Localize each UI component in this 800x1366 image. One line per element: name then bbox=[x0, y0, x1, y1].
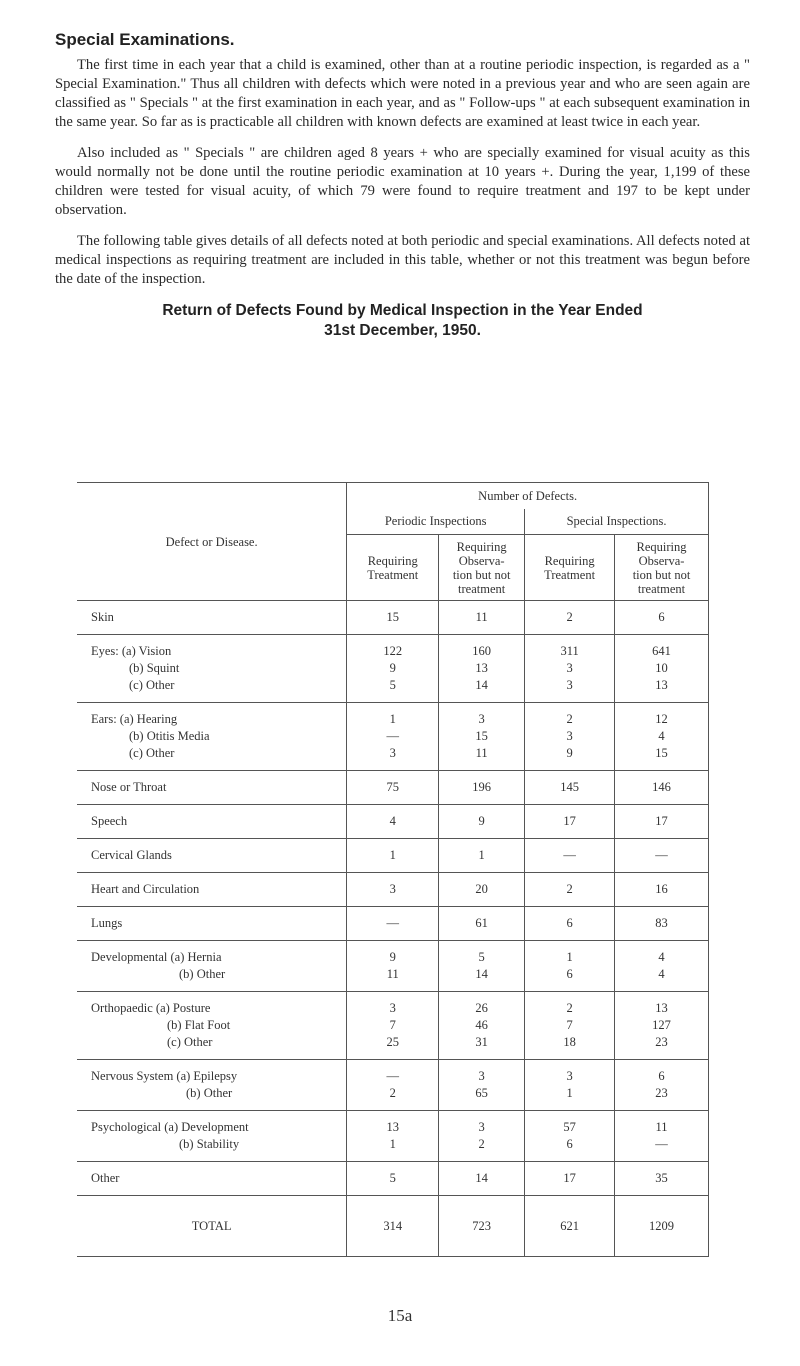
periodic-treatment-header: Requiring Treatment bbox=[347, 535, 439, 601]
value-cell bbox=[439, 1111, 525, 1162]
defect-count: 1 bbox=[566, 950, 573, 964]
defect-count: — bbox=[563, 848, 576, 862]
defect-label: Orthopaedic (a) Posture bbox=[91, 1001, 211, 1015]
defect-label-cell bbox=[77, 703, 347, 771]
value-cell bbox=[347, 771, 439, 805]
page-number: 15a bbox=[387, 1306, 413, 1325]
defect-label-cell bbox=[77, 873, 347, 907]
defect-label: Eyes: (a) Vision bbox=[91, 644, 172, 658]
defect-count: 122 bbox=[383, 644, 403, 658]
defect-count: 7 bbox=[566, 1018, 573, 1032]
defect-count: 13 bbox=[655, 1001, 668, 1015]
defect-label-cell bbox=[77, 1111, 347, 1162]
defect-label: Other bbox=[91, 1171, 120, 1185]
defect-count: 13 bbox=[655, 678, 668, 692]
defect-count: 11 bbox=[655, 1120, 668, 1134]
value-cell bbox=[347, 992, 439, 1060]
table-row bbox=[77, 992, 709, 1060]
defect-label: (b) Stability bbox=[179, 1137, 240, 1151]
defect-label-cell bbox=[77, 941, 347, 992]
defect-count: 6 bbox=[566, 1137, 573, 1151]
defect-count: 5 bbox=[389, 1171, 396, 1185]
defect-count: 26 bbox=[475, 1001, 488, 1015]
value-cell bbox=[347, 839, 439, 873]
value-cell bbox=[525, 1162, 615, 1196]
value-cell bbox=[615, 839, 709, 873]
defect-count: 61 bbox=[475, 916, 488, 930]
defect-count: 6 bbox=[566, 967, 573, 981]
defect-count: 1 bbox=[389, 848, 396, 862]
value-cell bbox=[439, 992, 525, 1060]
total-row bbox=[77, 1196, 709, 1257]
table-row bbox=[77, 1111, 709, 1162]
defect-count: 3 bbox=[478, 1069, 485, 1083]
defect-count: 11 bbox=[475, 746, 488, 760]
value-cell bbox=[347, 635, 439, 703]
defect-count: 145 bbox=[560, 780, 579, 794]
table-row bbox=[77, 1060, 709, 1111]
special-observation-header: Requiring Observa- tion but not treatment bbox=[615, 535, 709, 601]
table-title bbox=[55, 301, 750, 341]
value-cell bbox=[439, 771, 525, 805]
defect-count: 31 bbox=[475, 1035, 488, 1049]
defect-count: 16 bbox=[655, 882, 668, 896]
value-cell bbox=[439, 941, 525, 992]
defect-count: 6 bbox=[658, 610, 665, 624]
defect-count: 17 bbox=[563, 1171, 576, 1185]
defect-label-cell bbox=[77, 1060, 347, 1111]
value-cell bbox=[347, 941, 439, 992]
table-row bbox=[77, 771, 709, 805]
value-cell bbox=[615, 771, 709, 805]
defect-count: 10 bbox=[655, 661, 668, 675]
defect-label-cell bbox=[77, 839, 347, 873]
value-cell bbox=[615, 601, 709, 635]
value-cell bbox=[525, 873, 615, 907]
defect-label-cell bbox=[77, 907, 347, 941]
table-title-line-1: Return of Defects Found by Medical Inspection in the Year Ended bbox=[162, 302, 643, 319]
defect-count: 1 bbox=[566, 1086, 573, 1100]
defect-count: 23 bbox=[655, 1035, 668, 1049]
defect-label-cell bbox=[77, 601, 347, 635]
defect-label: (b) Otitis Media bbox=[129, 729, 210, 743]
defect-count: 127 bbox=[652, 1018, 671, 1032]
defect-label: Nose or Throat bbox=[91, 780, 167, 794]
paragraph-1: The first time in each year that a child is examined, other than at a routine periodic inspection, is regarded as a " Special Examination." Thus all children with defects which were noted in a previous year and who are seen again are classified as " Specials " at the first examination in each year, and as " Follow-ups " at each subsequent examination in the same year. So far as is practicable all children with known defects are examined at least twice in each year. bbox=[55, 57, 750, 130]
defect-count: — bbox=[655, 848, 668, 862]
defect-count: 2 bbox=[478, 1137, 485, 1151]
defect-label: Ears: (a) Hearing bbox=[91, 712, 178, 726]
defect-label: (c) Other bbox=[129, 678, 175, 692]
defect-count: 160 bbox=[472, 644, 492, 658]
defect-count: 6 bbox=[566, 916, 573, 930]
table-row bbox=[77, 941, 709, 992]
page-body bbox=[55, 30, 750, 365]
total-value: 314 bbox=[347, 1196, 439, 1257]
defect-count: 12 bbox=[655, 712, 668, 726]
defect-label: Skin bbox=[91, 610, 114, 624]
defect-count: 14 bbox=[475, 678, 488, 692]
defect-label: Lungs bbox=[91, 916, 123, 930]
total-value: 1209 bbox=[615, 1196, 709, 1257]
periodic-observation-header: Requiring Observa- tion but not treatment bbox=[439, 535, 525, 601]
defect-count: 57 bbox=[563, 1120, 576, 1134]
value-cell bbox=[525, 703, 615, 771]
table-row bbox=[77, 601, 709, 635]
defect-header: Defect or Disease. bbox=[77, 483, 347, 601]
defect-count: 4 bbox=[658, 729, 665, 743]
defect-count: 15 bbox=[386, 610, 399, 624]
defect-count: 1 bbox=[478, 848, 485, 862]
defect-label-cell bbox=[77, 992, 347, 1060]
defect-count: 641 bbox=[652, 644, 671, 658]
defect-count: 83 bbox=[655, 916, 668, 930]
defect-count: 1 bbox=[389, 1137, 396, 1151]
defect-count: 20 bbox=[475, 882, 488, 896]
defect-count: 2 bbox=[566, 712, 573, 726]
value-cell bbox=[347, 1162, 439, 1196]
defect-count: 3 bbox=[566, 678, 573, 692]
defect-count: 65 bbox=[475, 1086, 488, 1100]
defect-count: 9 bbox=[478, 814, 485, 828]
table-title-line-2: 31st December, 1950. bbox=[324, 322, 481, 339]
defect-count: 3 bbox=[566, 661, 573, 675]
defect-count: 1 bbox=[389, 712, 396, 726]
defect-count: 3 bbox=[389, 1001, 396, 1015]
defect-count: 3 bbox=[389, 882, 396, 896]
value-cell bbox=[347, 703, 439, 771]
defect-count: — bbox=[386, 1069, 399, 1083]
defect-count: 3 bbox=[389, 746, 396, 760]
defect-count: 13 bbox=[386, 1120, 399, 1134]
defect-label: Psychological (a) Development bbox=[91, 1120, 249, 1134]
defect-count: 18 bbox=[563, 1035, 576, 1049]
value-cell bbox=[347, 1060, 439, 1111]
defect-count: 4 bbox=[658, 967, 665, 981]
value-cell bbox=[439, 907, 525, 941]
defect-count: 3 bbox=[566, 1069, 573, 1083]
defect-label: (c) Other bbox=[129, 746, 175, 760]
section-heading: Special Examinations. bbox=[55, 30, 235, 49]
defect-count: 9 bbox=[389, 950, 396, 964]
value-cell bbox=[525, 1111, 615, 1162]
defect-count: 25 bbox=[386, 1035, 399, 1049]
value-cell bbox=[615, 1162, 709, 1196]
value-cell bbox=[347, 601, 439, 635]
table-row bbox=[77, 635, 709, 703]
value-cell bbox=[525, 635, 615, 703]
value-cell bbox=[525, 992, 615, 1060]
defect-label-cell bbox=[77, 805, 347, 839]
defect-count: 146 bbox=[652, 780, 671, 794]
defects-table-body bbox=[77, 601, 709, 1257]
defects-table bbox=[77, 482, 709, 1257]
defect-count: 9 bbox=[389, 661, 396, 675]
value-cell bbox=[347, 907, 439, 941]
defect-count: 3 bbox=[566, 729, 573, 743]
value-cell bbox=[525, 601, 615, 635]
value-cell bbox=[439, 839, 525, 873]
defect-label: (b) Squint bbox=[129, 661, 180, 675]
total-value: 723 bbox=[439, 1196, 525, 1257]
defect-count: 2 bbox=[389, 1086, 396, 1100]
defect-count: 2 bbox=[566, 882, 573, 896]
defect-count: 196 bbox=[472, 780, 492, 794]
value-cell bbox=[525, 839, 615, 873]
defect-count: 2 bbox=[566, 1001, 573, 1015]
defect-count: 46 bbox=[475, 1018, 488, 1032]
defect-count: 17 bbox=[563, 814, 576, 828]
value-cell bbox=[439, 873, 525, 907]
defect-count: 17 bbox=[655, 814, 668, 828]
defect-count: 4 bbox=[658, 950, 665, 964]
defect-count: — bbox=[655, 1137, 668, 1151]
value-cell bbox=[615, 805, 709, 839]
value-cell bbox=[439, 635, 525, 703]
defect-label-cell bbox=[77, 635, 347, 703]
paragraph-2: Also included as " Specials " are children aged 8 years + who are specially examined for visual acuity as this would normally not be done until the routine periodic examination at 10 years +. During the year, 1,199 of these children were tested for visual acuity, of which 79 were found to require treatment and 197 to be kept under observation. bbox=[55, 145, 750, 218]
value-cell bbox=[525, 805, 615, 839]
defect-label: (b) Other bbox=[179, 967, 226, 981]
defect-count: 311 bbox=[560, 644, 579, 658]
table-row bbox=[77, 703, 709, 771]
value-cell bbox=[525, 941, 615, 992]
defect-count: 5 bbox=[389, 678, 396, 692]
value-cell bbox=[439, 1162, 525, 1196]
value-cell bbox=[525, 1060, 615, 1111]
value-cell bbox=[615, 1111, 709, 1162]
defect-count: 9 bbox=[566, 746, 573, 760]
special-treatment-header: Requiring Treatment bbox=[525, 535, 615, 601]
defect-label: Developmental (a) Hernia bbox=[91, 950, 222, 964]
periodic-header: Periodic Inspections bbox=[347, 509, 525, 535]
defect-count: 6 bbox=[658, 1069, 665, 1083]
defect-label: Heart and Circulation bbox=[91, 882, 200, 896]
value-cell bbox=[615, 992, 709, 1060]
table-row bbox=[77, 805, 709, 839]
defect-label: (b) Other bbox=[186, 1086, 233, 1100]
defect-count: 4 bbox=[389, 814, 396, 828]
defect-label: (c) Other bbox=[167, 1035, 213, 1049]
defect-count: 15 bbox=[655, 746, 668, 760]
defect-count: 11 bbox=[475, 610, 488, 624]
value-cell bbox=[615, 873, 709, 907]
value-cell bbox=[439, 601, 525, 635]
defect-label: Cervical Glands bbox=[91, 848, 172, 862]
defect-count: 15 bbox=[475, 729, 488, 743]
value-cell bbox=[439, 1060, 525, 1111]
table-row bbox=[77, 907, 709, 941]
value-cell bbox=[615, 703, 709, 771]
defect-count: 5 bbox=[478, 950, 485, 964]
value-cell bbox=[615, 907, 709, 941]
defect-count: 3 bbox=[478, 1120, 485, 1134]
defect-label: (b) Flat Foot bbox=[167, 1018, 231, 1032]
value-cell bbox=[439, 703, 525, 771]
value-cell bbox=[347, 1111, 439, 1162]
defect-count: 2 bbox=[566, 610, 573, 624]
value-cell bbox=[347, 805, 439, 839]
table-row bbox=[77, 873, 709, 907]
value-cell bbox=[615, 635, 709, 703]
paragraph-3: The following table gives details of all defects noted at both periodic and special examinations. All defects noted at medical inspections as requiring treatment are included in this table, whether or not this treatment was begun before the date of the inspection. bbox=[55, 233, 750, 287]
defect-count: 14 bbox=[475, 1171, 488, 1185]
defect-count: 35 bbox=[655, 1171, 668, 1185]
defect-count: 14 bbox=[475, 967, 488, 981]
value-cell bbox=[439, 805, 525, 839]
table-row bbox=[77, 1162, 709, 1196]
defect-label-cell bbox=[77, 771, 347, 805]
value-cell bbox=[347, 873, 439, 907]
defect-label: Speech bbox=[91, 814, 128, 828]
table-row bbox=[77, 839, 709, 873]
total-label: TOTAL bbox=[77, 1196, 347, 1257]
defect-count: — bbox=[386, 729, 399, 743]
defect-label: Nervous System (a) Epilepsy bbox=[91, 1069, 238, 1083]
defect-count: 11 bbox=[386, 967, 399, 981]
defect-label-cell bbox=[77, 1162, 347, 1196]
value-cell bbox=[615, 1060, 709, 1111]
value-cell bbox=[615, 941, 709, 992]
defect-count: 13 bbox=[475, 661, 488, 675]
defect-count: 23 bbox=[655, 1086, 668, 1100]
total-value: 621 bbox=[525, 1196, 615, 1257]
defect-count: — bbox=[386, 916, 399, 930]
defect-count: 75 bbox=[386, 780, 399, 794]
special-header: Special Inspections. bbox=[525, 509, 709, 535]
defect-count: 7 bbox=[389, 1018, 396, 1032]
number-header: Number of Defects. bbox=[347, 483, 709, 509]
value-cell bbox=[525, 907, 615, 941]
defect-count: 3 bbox=[478, 712, 485, 726]
value-cell bbox=[525, 771, 615, 805]
